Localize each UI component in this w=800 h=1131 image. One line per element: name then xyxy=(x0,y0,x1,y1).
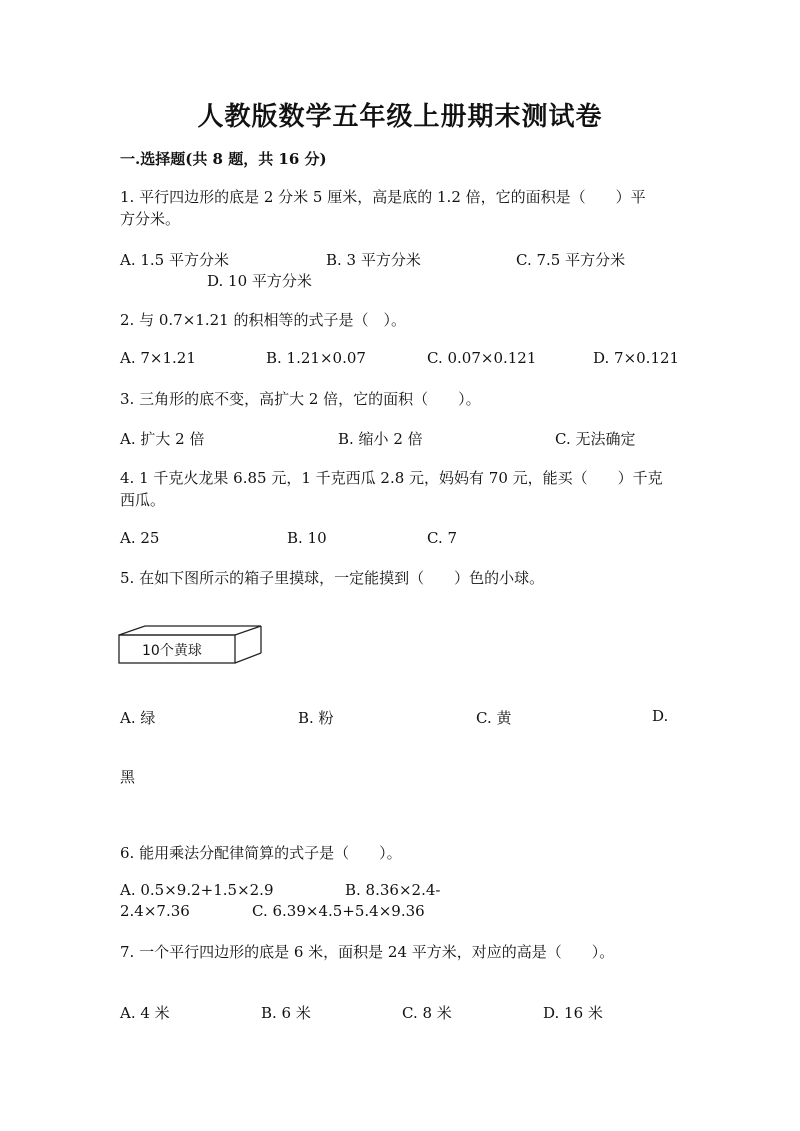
question-3-option-c: C. 无法确定 xyxy=(555,430,636,448)
section-heading: 一.选择题(共 8 题，共 16 分) xyxy=(120,150,327,168)
question-1-option-a: A. 1.5 平方分米 xyxy=(120,251,229,269)
question-3-stem: 3. 三角形的底不变，高扩大 2 倍，它的面积（ ）。 xyxy=(120,390,481,408)
question-6-option-a: A. 0.5×9.2+1.5×2.9 xyxy=(120,881,274,899)
question-6-option-b-cont: 2.4×7.36 xyxy=(120,902,190,920)
question-2-option-a: A. 7×1.21 xyxy=(120,349,196,367)
question-7-option-d: D. 16 米 xyxy=(543,1004,603,1022)
question-1-option-d: D. 10 平方分米 xyxy=(207,272,312,290)
question-2-option-b: B. 1.21×0.07 xyxy=(266,349,366,367)
box-diagram xyxy=(118,625,264,665)
question-2-option-d: D. 7×0.121 xyxy=(593,349,680,367)
question-7-stem: 7. 一个平行四边形的底是 6 米，面积是 24 平方米，对应的高是（ ）。 xyxy=(120,943,615,961)
page-title: 人教版数学五年级上册期末测试卷 xyxy=(197,102,603,132)
question-2-option-c: C. 0.07×0.121 xyxy=(427,349,537,367)
question-5-stem: 5. 在如下图所示的箱子里摸球，一定能摸到（ ）色的小球。 xyxy=(120,569,545,587)
question-4-stem-line2: 西瓜。 xyxy=(120,491,166,509)
box-label: 10个黄球 xyxy=(142,643,202,659)
question-5-option-b: B. 粉 xyxy=(298,709,334,727)
question-7-option-c: C. 8 米 xyxy=(402,1004,452,1022)
question-4-option-b: B. 10 xyxy=(287,529,327,547)
question-6-option-c: C. 6.39×4.5+5.4×9.36 xyxy=(252,902,425,920)
question-5-option-c: C. 黄 xyxy=(476,709,512,727)
question-4-option-a: A. 25 xyxy=(120,529,160,547)
question-4-stem-line1: 4. 1 千克火龙果 6.85 元，1 千克西瓜 2.8 元，妈妈有 70 元，能买（ ）千克 xyxy=(120,469,663,487)
question-6-stem: 6. 能用乘法分配律简算的式子是（ ）。 xyxy=(120,844,402,862)
question-1-option-c: C. 7.5 平方分米 xyxy=(516,251,626,269)
question-6-option-b: B. 8.36×2.4- xyxy=(345,881,441,899)
question-1-option-b: B. 3 平方分米 xyxy=(326,251,421,269)
question-2-stem: 2. 与 0.7×1.21 的积相等的式子是（ ）。 xyxy=(120,311,406,329)
question-3-option-b: B. 缩小 2 倍 xyxy=(338,430,423,448)
question-1-stem-line1: 1. 平行四边形的底是 2 分米 5 厘米，高是底的 1.2 倍，它的面积是（ ）平 xyxy=(120,188,646,206)
question-5-option-d: D. xyxy=(652,707,669,725)
question-3-option-a: A. 扩大 2 倍 xyxy=(120,430,205,448)
question-5-option-a: A. 绿 xyxy=(120,709,156,727)
question-7-option-b: B. 6 米 xyxy=(261,1004,311,1022)
question-4-option-c: C. 7 xyxy=(427,529,458,547)
question-5-option-d-text: 黑 xyxy=(120,768,136,786)
question-1-stem-line2: 方分米。 xyxy=(120,210,181,228)
question-7-option-a: A. 4 米 xyxy=(120,1004,170,1022)
